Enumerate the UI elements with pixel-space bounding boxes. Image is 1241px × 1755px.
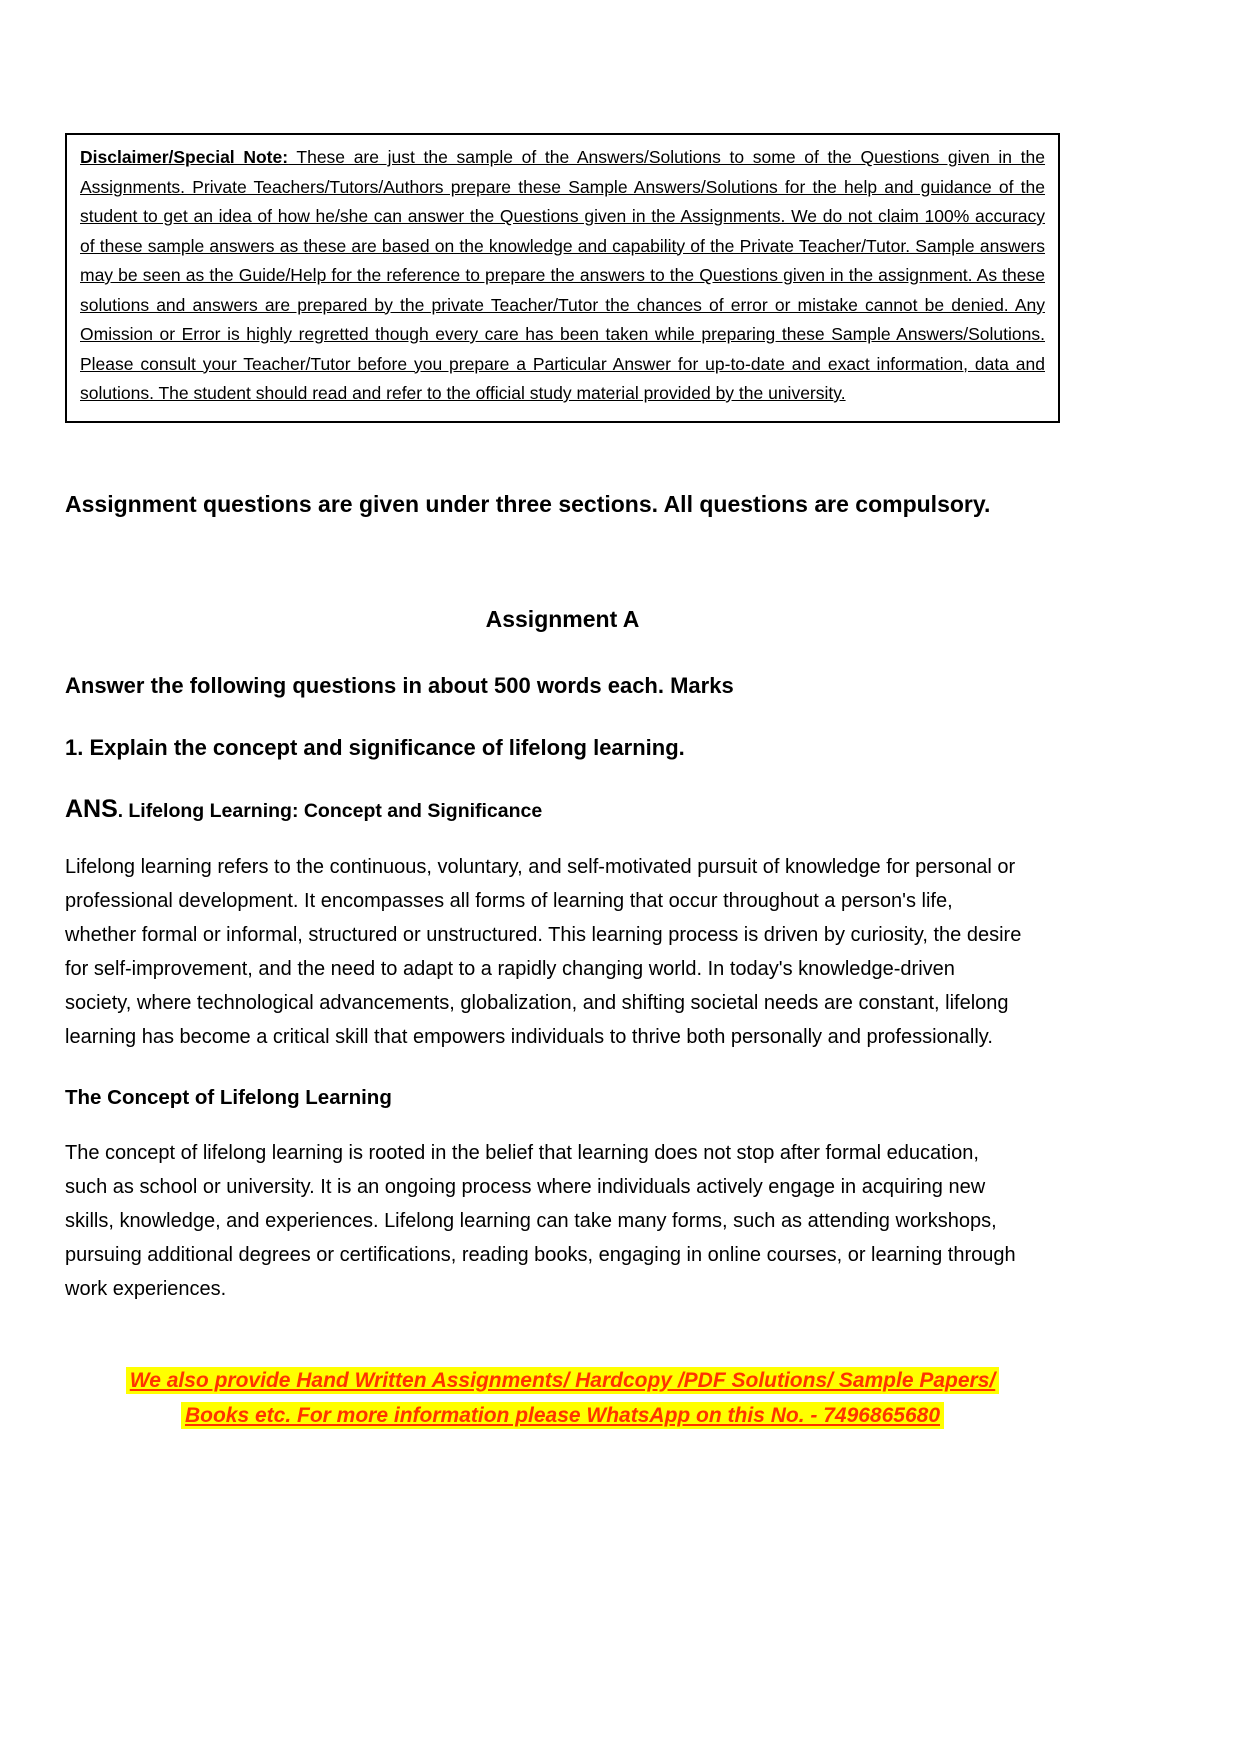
ans-label: ANS [65,794,118,823]
answer-heading [65,795,1241,824]
section-title-assignment-a: Assignment A [485,605,640,632]
instruction-line: Answer the following questions in about 500 words each. Marks [65,672,734,698]
disclaimer-box [65,133,1060,423]
question-1: 1. Explain the concept and significance of lifelong learning. [65,734,685,760]
answer-subheading: The Concept of Lifelong Learning [65,1085,392,1109]
disclaimer-body: These are just the sample of the Answers/Solutions to some of the Questions given in the Assignments. Private Teachers/Tutors/Authors prepare these Sample Answers/Solutions for the help and guidance of the student to get an idea of how he/she can answer the Questions given in the Assignments. We do not claim 100% accuracy of these sample answers as these are based on the knowledge and capability of the Private Teacher/Tutor. Sample answers may be seen as the Guide/Help for the reference to prepare the answers to the Questions given in the assignment. As these solutions and answers are prepared by the private Teacher/Tutor the chances of error or mistake cannot be denied. Any Omission or Error is highly regretted though every care has been taken while preparing these Sample Answers/Solutions. Please consult your Teacher/Tutor before you prepare a Particular Answer for up-to-date and exact information, data and solutions. The student should read and refer to the official study material provided by the university. [80,147,1046,403]
answer-paragraph-1: Lifelong learning refers to the continuous, voluntary, and self-motivated pursuit of knowledge for personal or professional development. It encompasses all forms of learning that occur throughout a person's life, whether formal or informal, structured or unstructured. This learning process is driven by curiosity, the desire for self-improvement, and the need to adapt to a rapidly changing world. In today's knowledge-driven society, where technological advancements, globalization, and shifting societal needs are constant, lifelong learning has become a critical skill that empowers individuals to thrive both personally and professionally. [65,855,1022,1048]
intro-heading: Assignment questions are given under three sections. All questions are compulsory. [65,490,991,517]
footer-promo [65,1364,1060,1434]
footer-line-1-wrap [65,1364,1060,1399]
footer-line-2: Books etc. For more information please WhatsApp on this No. - 7496865680 [181,1402,944,1429]
ans-title: Lifelong Learning: Concept and Significance [128,799,543,822]
answer-paragraph-2: The concept of lifelong learning is rooted in the belief that learning does not stop after formal education, such as school or university. It is an ongoing process where individuals actively engage in acquiring new skills, knowledge, and experiences. Lifelong learning can take many forms, such as attending workshops, pursuing additional degrees or certifications, reading books, engaging in online courses, or learning through work experiences. [65,1141,1016,1300]
footer-line-2-wrap [65,1399,1060,1434]
disclaimer-text [80,143,1045,409]
ans-separator: . [117,800,129,822]
footer-line-1: We also provide Hand Written Assignments/ Hardcopy /PDF Solutions/ Sample Papers/ [126,1367,999,1394]
disclaimer-label: Disclaimer/Special Note: [80,147,289,167]
